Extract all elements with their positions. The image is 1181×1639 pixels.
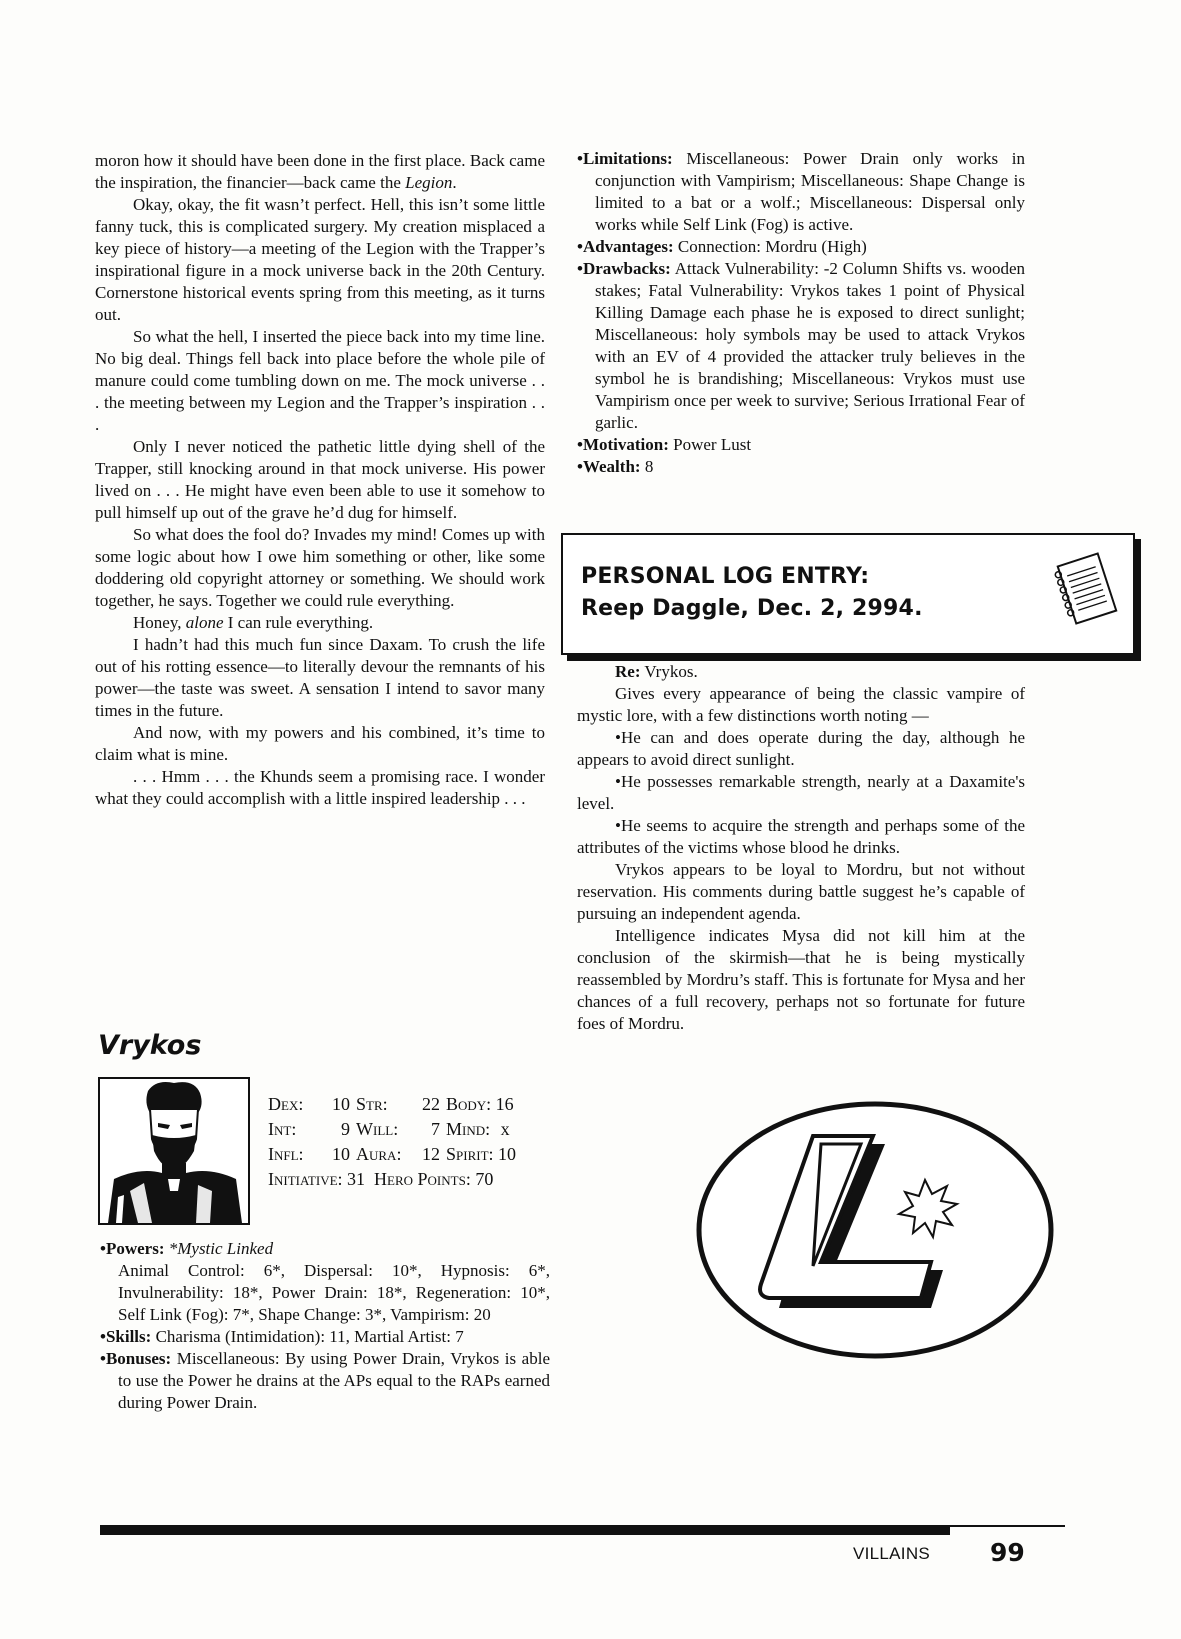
str-value: 22 (422, 1094, 440, 1114)
stat-bullet-label: •Advantages: (577, 237, 674, 256)
will-label: Will: (356, 1119, 399, 1139)
log-title-line2: Reep Daggle, Dec. 2, 2994. (581, 596, 923, 621)
initiative-value: 31 (347, 1169, 366, 1189)
log-paragraph: •He can and does operate during the day, although he appears to avoid direct sunlight. (577, 728, 1025, 769)
hero-points-label: Hero Points: (374, 1169, 471, 1189)
powers-note: *Mystic Linked (164, 1239, 274, 1258)
left-paragraph: I hadn’t had this much fun since Daxam. To crush the life out of his rotting essence—to literally devour the remnants of his power—the taste was sweet. A sensation I intend to savor many times in the future. (95, 635, 545, 720)
bonuses-text: Miscellaneous: By using Power Drain, Vrykos is able to use the Power he drains at the APs equal to the RAPs earned during Power Drain. (118, 1349, 550, 1412)
body-label: Body: (446, 1094, 492, 1114)
stat-row-mental (268, 1117, 516, 1142)
stat-row-mystical (268, 1142, 516, 1167)
stat-bullet (577, 434, 1025, 456)
infl-label: Infl: (268, 1144, 304, 1164)
log-title-line1: PERSONAL LOG ENTRY: (581, 564, 870, 589)
log-re-label: Re: (615, 662, 641, 681)
vrykos-portrait-image (100, 1079, 248, 1223)
aura-value: 12 (422, 1144, 440, 1164)
log-paragraph: Intelligence indicates Mysa did not kill him at the conclusion of the skirmish—that he is being mystically reassembled by Mordru’s staff. This is fortunate for Mysa and her chances of a full recovery, perhaps not so fortunate for future foes of Mordru. (577, 926, 1025, 1033)
body-value: 16 (495, 1094, 514, 1114)
left-paragraph: Honey, alone I can rule everything. (133, 613, 374, 632)
initiative-label: Initiative: (268, 1169, 343, 1189)
right-column-stats (577, 148, 1025, 478)
left-column-text (95, 150, 545, 810)
log-re-line (577, 661, 1025, 683)
will-value: 7 (431, 1119, 440, 1139)
left-paragraph: So what the hell, I inserted the piece back into my time line. No big deal. Things fell back into place before the whole pile of manure could come tumbling down on me. The mock universe . . . the meeting between my Legion and the Trapper’s inspiration . . . (95, 327, 545, 434)
skills-label: •Skills: (100, 1327, 152, 1346)
powers-block (100, 1238, 550, 1414)
log-body (577, 661, 1025, 1035)
mind-label: Mind: (446, 1119, 491, 1139)
int-value: 9 (341, 1119, 350, 1139)
powers-label: •Powers: (100, 1239, 165, 1258)
left-paragraph: . . . Hmm . . . the Khunds seem a promising race. I wonder what they could accomplish with a little inspired leadership . . . (95, 767, 545, 808)
log-paragraph: •He seems to acquire the strength and perhaps some of the attributes of the victims whose blood he drinks. (577, 816, 1025, 857)
left-paragraph: So what does the fool do? Invades my mind! Comes up with some logic about how I owe him something or other, like some doddering old copyright attorney or something. We should work together, he says. Together we could rule everything. (95, 525, 545, 610)
stat-bullet-label: •Wealth: (577, 457, 641, 476)
character-name-heading: Vrykos (98, 1030, 202, 1061)
powers-entry (100, 1238, 550, 1260)
personal-log-box (561, 533, 1135, 655)
stat-bullet-text: 8 (640, 457, 654, 476)
vrykos-portrait (98, 1077, 250, 1225)
spirit-value: 10 (498, 1144, 517, 1164)
mind-value: x (500, 1119, 510, 1139)
int-label: Int: (268, 1119, 297, 1139)
stat-bullet (577, 236, 1025, 258)
stat-row-initiative (268, 1167, 516, 1192)
stat-bullet (577, 148, 1025, 236)
stat-bullet-text: Connection: Mordru (High) (673, 237, 867, 256)
aura-label: Aura: (356, 1144, 402, 1164)
stat-block (268, 1092, 516, 1192)
footer-section-label: VILLAINS (853, 1544, 931, 1563)
stat-bullet-label: •Drawbacks: (577, 259, 671, 278)
left-paragraph: Okay, okay, the fit wasn’t perfect. Hell, this isn’t some little fanny tuck, this is complicated surgery. My creation misplaced a key piece of history—a meeting of the Legion with the Trapper’s inspirational figure in a mock universe back in the 20th Century. Cornerstone historical events spring from this meeting, as it turns out. (95, 195, 545, 324)
skills-text: Charisma (Intimidation): 11, Martial Artist: 7 (151, 1327, 464, 1346)
infl-value: 10 (332, 1144, 350, 1164)
stat-bullet (577, 258, 1025, 434)
str-label: Str: (356, 1094, 388, 1114)
bonuses-label: •Bonuses: (100, 1349, 172, 1368)
log-paragraph: •He possesses remarkable strength, nearly at a Daxamite's level. (577, 772, 1025, 813)
left-paragraph: moron how it should have been done in the first place. Back came the inspiration, the financier—back came the Legion. (95, 151, 545, 192)
left-paragraph: And now, with my powers and his combined, it’s time to claim what is mine. (95, 723, 545, 764)
stat-bullet-text: Power Lust (668, 435, 752, 454)
log-paragraph: Gives every appearance of being the classic vampire of mystic lore, with a few distinctions worth noting — (577, 684, 1025, 725)
stat-bullet-text: Attack Vulnerability: -2 Column Shifts vs. wooden stakes; Fatal Vulnerability: Vrykos takes 1 point of Physical Killing Damage each phase he is exposed to direct sunlight; Miscellaneous: holy symbols may be used to attack Vrykos with an EV of 4 provided the attacker truly believes in the symbol he is brandishing; Miscellaneous: Vrykos must use Vampirism once per week to survive; Serious Irrational Fear of garlic. (595, 259, 1025, 432)
notepad-icon (1053, 547, 1119, 637)
legion-logo-icon (695, 1100, 1055, 1360)
skills-entry (100, 1326, 550, 1348)
footer-rule (100, 1525, 1065, 1537)
log-paragraphs (577, 683, 1025, 1035)
page-number: 99 (990, 1538, 1025, 1567)
stat-bullet (577, 456, 1025, 478)
log-re-text: Vrykos. (640, 662, 698, 681)
stat-bullet-label: •Limitations: (577, 149, 673, 168)
stat-row-physical (268, 1092, 516, 1117)
bonuses-entry (100, 1348, 550, 1414)
stat-bullet-label: •Motivation: (577, 435, 669, 454)
spirit-label: Spirit: (446, 1144, 494, 1164)
stat-bullet-text: Miscellaneous: Power Drain only works in conjunction with Vampirism; Miscellaneous: Shape Change is limited to a bat or a wolf.; Miscellaneous: Dispersal only works while Self Link (Fog) is active. (595, 149, 1025, 234)
dex-value: 10 (332, 1094, 350, 1114)
log-paragraph: Vrykos appears to be loyal to Mordru, but not without reservation. His comments during battle suggest he’s capable of pursuing an independent agenda. (577, 860, 1025, 923)
log-title (581, 561, 923, 625)
hero-points-value: 70 (475, 1169, 494, 1189)
left-paragraph: Only I never noticed the pathetic little dying shell of the Trapper, still knocking around in that mock universe. His power lived on . . . He might have even been able to use it somehow to pull himself up out of the grave he’d dug for himself. (95, 437, 545, 522)
dex-label: Dex: (268, 1094, 304, 1114)
powers-list: Animal Control: 6*, Dispersal: 10*, Hypnosis: 6*, Invulnerability: 18*, Power Drain: 18*, Regeneration: 10*, Self Link (Fog): 7*, Shape Change: 3*, Vampirism: 20 (118, 1261, 550, 1324)
